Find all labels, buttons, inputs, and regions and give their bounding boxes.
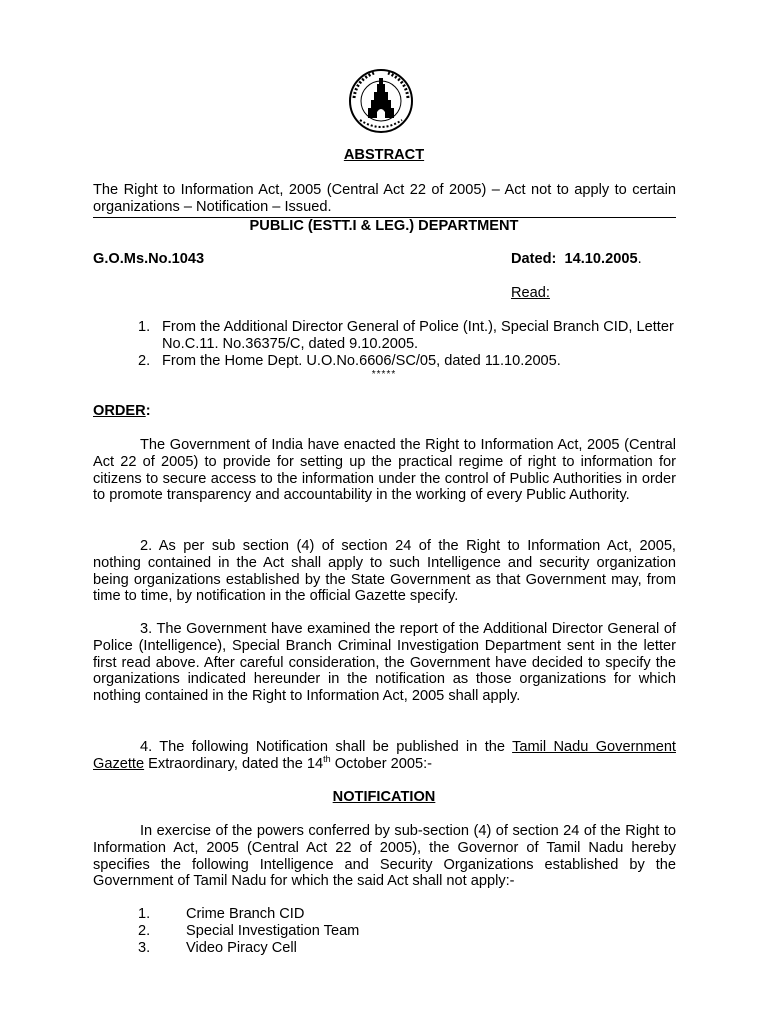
notification-title: NOTIFICATION [332,789,436,805]
government-emblem-icon [346,68,416,134]
go-number: G.O.Ms.No.1043 [93,251,205,267]
reference-number: 2. [138,352,151,369]
list-item-name: Crime Branch CID [186,906,305,922]
subject-text: The Right to Information Act, 2005 (Central Act 22 of 2005) – Act not to apply to certain organizations – Notification – Issued. [93,182,676,215]
reference-item [138,353,676,370]
reference-item [138,319,676,353]
paragraph-4-end: October 2005:- [330,755,433,772]
reference-text: From the Additional Director General of Police (Int.), Special Branch CID, Letter No.C.11. No.36375/C, dated 9.10.2005. [162,319,674,352]
gazette-name: Tamil Nadu Government Gazette [93,739,676,772]
order-label: ORDER [93,403,146,419]
read-label: Read: [511,285,550,301]
reference-number: 1. [138,319,151,335]
list-item-name: Video Piracy Cell [186,939,297,956]
department-heading: PUBLIC (ESTT.I & LEG.) DEPARTMENT [249,218,519,234]
list-item-number: 2. [138,922,151,939]
paragraph-4 [93,739,676,773]
dated-line [511,251,642,268]
paragraph-5: In exercise of the powers conferred by sub-section (4) of section 24 of the Right to Information Act, 2005 (Central Act 22 of 2005), the Governor of Tamil Nadu hereby specifies the following Intelligence and Security Organizations established by the Government of Tamil Nadu for which the said Act shall not apply:- [93,823,676,890]
ordinal-suffix: th [323,753,331,764]
dated-end: . [637,251,642,267]
paragraph-1: The Government of India have enacted the Right to Information Act, 2005 (Central Act 22 of 2005) to provide for setting up the practical regime of right to information for citizens to secure access to the information under the control of Public Authorities in order to promote transparency and accountability in the working of every Public Authority. [93,437,676,504]
references-list [138,319,676,369]
order-colon: : [145,403,151,419]
order-heading [93,403,151,420]
paragraph-3: 3. The Government have examined the report of the Additional Director General of Police (Intelligence), Special Branch Criminal Investigation Department sent in the letter first read above. After careful consideration, the Government have decided to specify the organizations indicated hereunder in the notification as those organizations for which nothing contained in the Right to Information Act, 2005 shall apply. [93,621,676,705]
dated-value: 14.10.2005 [564,251,638,267]
list-item-name: Special Investigation Team [186,922,360,939]
list-item-number: 3. [138,939,151,956]
paragraph-4-start: 4. The following Notification shall be published in the [140,739,513,755]
abstract-title: ABSTRACT [343,147,425,163]
stars-separator: ***** [371,369,397,380]
paragraph-2: 2. As per sub section (4) of section 24 of the Right to Information Act, 2005, nothing contained in the Act shall apply to such Intelligence and security organization being organizations established by the State Government as that Government may, from time to time, by notification in the official Gazette specify. [93,538,676,605]
list-item-number: 1. [138,906,151,922]
dated-label: Dated: [511,251,557,267]
reference-text: From the Home Dept. U.O.No.6606/SC/05, dated 11.10.2005. [162,352,561,369]
paragraph-4-mid: Extraordinary, dated the 14 [144,755,324,772]
